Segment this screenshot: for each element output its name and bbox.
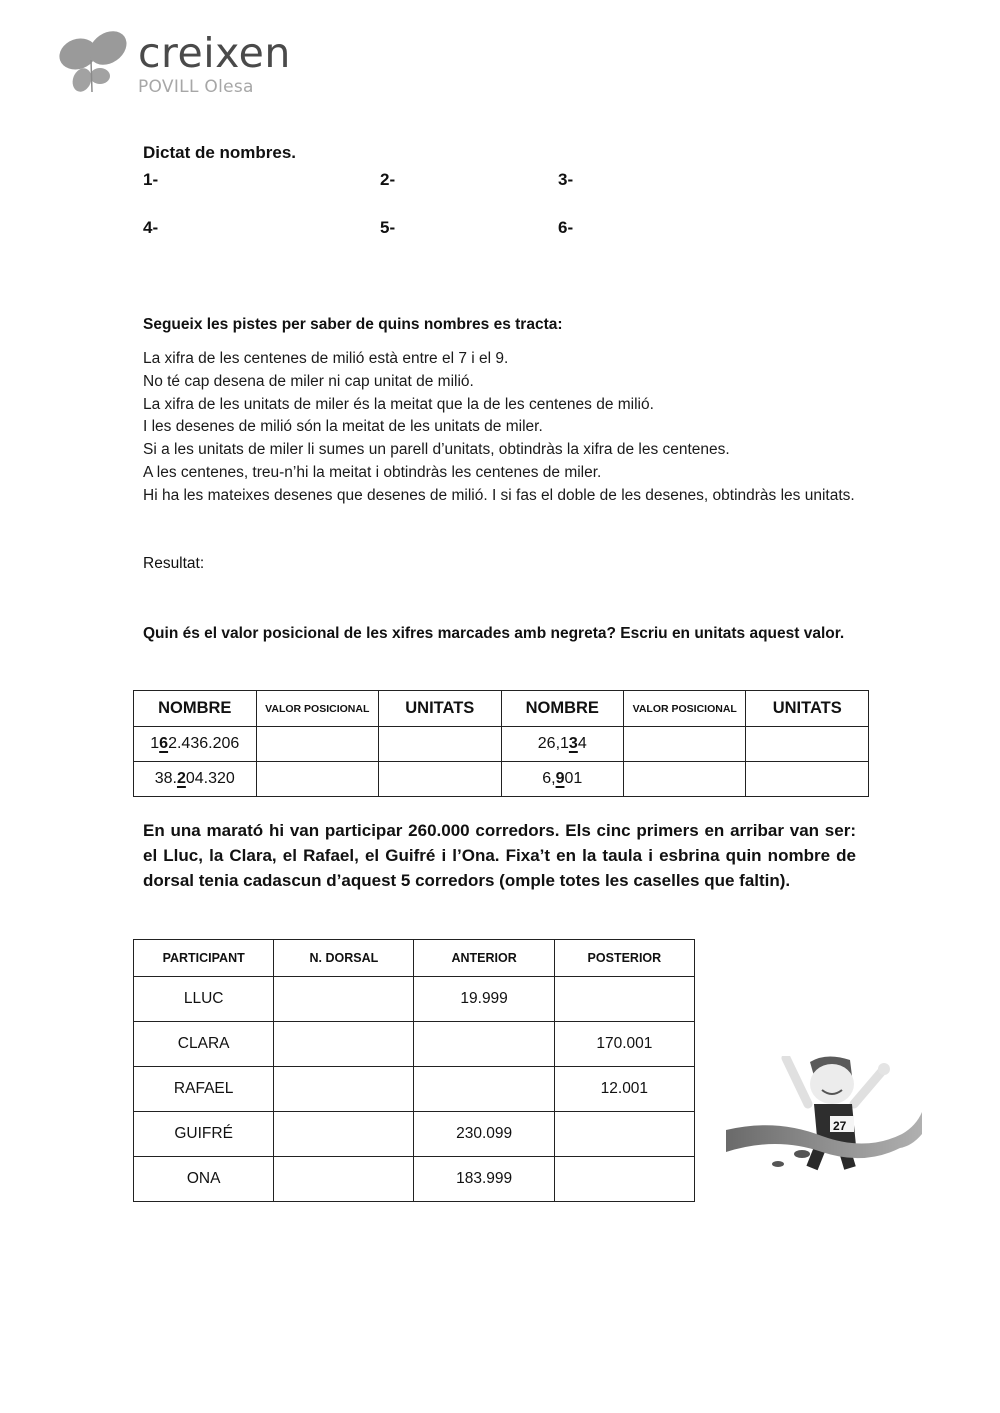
clues-title: Segueix les pistes per saber de quins nombres es tracta: bbox=[143, 316, 563, 333]
clue-line: A les centenes, treu-n’hi la meitat i obtindràs les centenes de miler. bbox=[143, 463, 602, 481]
dorsal-cell[interactable] bbox=[274, 1157, 414, 1202]
marathon-table bbox=[133, 939, 695, 1202]
clue-line: La xifra de les unitats de miler és la meitat que la de les centenes de milió. bbox=[143, 395, 654, 413]
valor-input-cell[interactable] bbox=[624, 762, 746, 797]
svg-text:27: 27 bbox=[833, 1119, 847, 1133]
header-unitats: UNITATS bbox=[746, 691, 869, 727]
anterior-cell[interactable]: 230.099 bbox=[414, 1112, 554, 1157]
header-unitats: UNITATS bbox=[379, 691, 501, 727]
header-valor-posicional: VALOR POSICIONAL bbox=[624, 691, 746, 727]
participant-cell: ONA bbox=[134, 1157, 274, 1202]
number-cell: 26,134 bbox=[501, 727, 624, 762]
anterior-cell[interactable] bbox=[414, 1022, 554, 1067]
clue-line: No té cap desena de miler ni cap unitat de milió. bbox=[143, 372, 474, 390]
dictation-item-6: 6- bbox=[558, 218, 574, 237]
runner-crossing-finish-icon bbox=[726, 1056, 922, 1172]
header-dorsal: N. DORSAL bbox=[274, 940, 414, 977]
header-valor-posicional: VALOR POSICIONAL bbox=[256, 691, 378, 727]
runner-illustration bbox=[726, 1056, 922, 1172]
posterior-cell[interactable] bbox=[554, 1157, 694, 1202]
header-participant: PARTICIPANT bbox=[134, 940, 274, 977]
number-cell: 6,901 bbox=[501, 762, 624, 797]
unitats-input-cell[interactable] bbox=[379, 727, 501, 762]
number-cell: 38.204.320 bbox=[134, 762, 257, 797]
table-row bbox=[134, 977, 695, 1022]
header-nombre: NOMBRE bbox=[134, 691, 257, 727]
posterior-cell[interactable]: 170.001 bbox=[554, 1022, 694, 1067]
anterior-cell[interactable]: 183.999 bbox=[414, 1157, 554, 1202]
dorsal-cell[interactable] bbox=[274, 1022, 414, 1067]
dictation-item-1: 1- bbox=[143, 170, 159, 189]
posterior-cell[interactable] bbox=[554, 1112, 694, 1157]
dorsal-cell[interactable] bbox=[274, 1067, 414, 1112]
unitats-input-cell[interactable] bbox=[746, 727, 869, 762]
dictation-item-2: 2- bbox=[380, 170, 396, 189]
positional-value-table bbox=[133, 690, 869, 797]
clue-line: Si a les unitats de miler li sumes un parell d’unitats, obtindràs la xifra de les centenes. bbox=[143, 441, 730, 459]
participant-cell: CLARA bbox=[134, 1022, 274, 1067]
valor-input-cell[interactable] bbox=[256, 727, 378, 762]
dictation-item-4: 4- bbox=[143, 218, 159, 237]
posterior-cell[interactable] bbox=[554, 977, 694, 1022]
table-row bbox=[134, 1022, 695, 1067]
unitats-input-cell[interactable] bbox=[379, 762, 501, 797]
posterior-cell[interactable]: 12.001 bbox=[554, 1067, 694, 1112]
table-header-row bbox=[134, 940, 695, 977]
school-name: POVILL Olesa bbox=[138, 77, 254, 97]
number-cell: 162.436.206 bbox=[134, 727, 257, 762]
dictation-title: Dictat de nombres. bbox=[143, 143, 297, 162]
valor-input-cell[interactable] bbox=[624, 727, 746, 762]
participant-cell: RAFAEL bbox=[134, 1067, 274, 1112]
anterior-cell[interactable] bbox=[414, 1067, 554, 1112]
header-nombre: NOMBRE bbox=[501, 691, 624, 727]
table-row bbox=[134, 1067, 695, 1112]
clues-list bbox=[143, 348, 859, 508]
brand-name: creixen bbox=[138, 29, 291, 77]
anterior-cell[interactable]: 19.999 bbox=[414, 977, 554, 1022]
valor-input-cell[interactable] bbox=[256, 762, 378, 797]
creixen-logo bbox=[56, 30, 296, 100]
clue-line: I les desenes de milió són la meitat de les unitats de miler. bbox=[143, 418, 543, 436]
table-row bbox=[134, 1112, 695, 1157]
header-posterior: POSTERIOR bbox=[554, 940, 694, 977]
participant-cell: LLUC bbox=[134, 977, 274, 1022]
dictation-item-3: 3- bbox=[558, 170, 574, 189]
dorsal-cell[interactable] bbox=[274, 977, 414, 1022]
participant-cell: GUIFRÉ bbox=[134, 1112, 274, 1157]
marathon-question: En una marató hi van participar 260.000 corredors. Els cinc primers en arribar van ser: el Lluc, la Clara, el Rafael, el Guifré i l’Ona. Fixa’t en la taula i esbrina quin nombre de dorsal tenia cadascun d’aquest 5 corredors (omple totes les caselles que faltin). bbox=[143, 821, 856, 890]
highlighted-digit: 3 bbox=[568, 735, 578, 752]
result-label: Resultat: bbox=[143, 555, 205, 572]
header-anterior: ANTERIOR bbox=[414, 940, 554, 977]
dorsal-cell[interactable] bbox=[274, 1112, 414, 1157]
table-row bbox=[134, 727, 869, 762]
butterfly-logo-icon bbox=[56, 30, 136, 96]
clue-line: Hi ha les mateixes desenes que desenes de milió. I si fas el doble de les desenes, obtindràs les unitats. bbox=[143, 486, 855, 504]
table-row bbox=[134, 1157, 695, 1202]
highlighted-digit: 9 bbox=[555, 770, 565, 787]
unitats-input-cell[interactable] bbox=[746, 762, 869, 797]
clue-line: La xifra de les centenes de milió està entre el 7 i el 9. bbox=[143, 350, 509, 367]
table-row bbox=[134, 762, 869, 797]
highlighted-digit: 2 bbox=[176, 770, 186, 787]
positional-question: Quin és el valor posicional de les xifres marcades amb negreta? Escriu en unitats aquest valor. bbox=[143, 625, 845, 642]
highlighted-digit: 6 bbox=[159, 735, 169, 752]
table-header-row bbox=[134, 691, 869, 727]
dictation-item-5: 5- bbox=[380, 218, 396, 237]
